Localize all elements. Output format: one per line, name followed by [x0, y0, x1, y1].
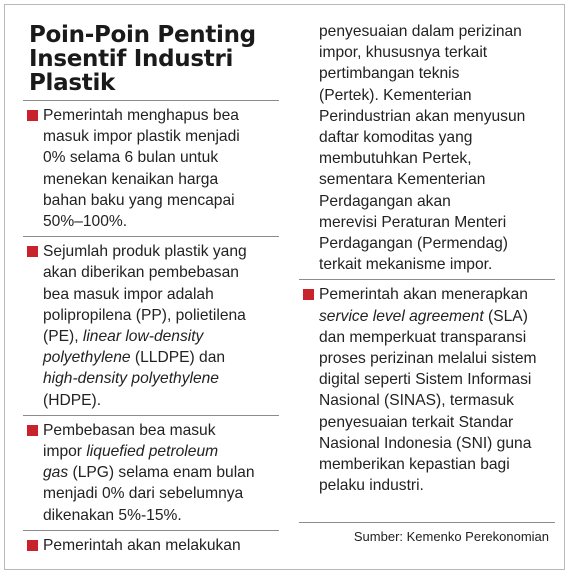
point-5-line: Nasional (SINAS), termasuk	[319, 392, 514, 410]
point-1-line: Pemerintah menghapus bea	[43, 107, 239, 124]
point-2-text: (PE),	[43, 328, 79, 346]
point-item-4-continued	[299, 21, 555, 275]
point-2-italic-term: high-density polyethylene	[43, 370, 219, 388]
point-5-italic-term: service level agreement	[319, 307, 484, 325]
point-5-text: (SLA)	[488, 307, 528, 325]
point-item-4	[23, 535, 279, 556]
point-2-line: polipropilena (PP), polietilena	[43, 306, 246, 324]
point-5-line: pelaku industri.	[319, 477, 424, 495]
point-4-line: impor, khususnya terkait	[319, 44, 488, 62]
point-4-line: Perdagangan akan	[319, 192, 451, 210]
point-1-line: bahan baku yang mencapai	[43, 191, 235, 209]
point-3-line	[43, 441, 279, 462]
right-column	[299, 21, 555, 545]
point-4-line: terkait mekanisme impor.	[319, 256, 493, 274]
point-5-line: dan memperkuat transparansi	[319, 328, 527, 346]
point-2-line: (HDPE).	[43, 391, 102, 409]
red-square-bullet-icon	[303, 289, 314, 300]
infographic-frame	[4, 4, 565, 570]
left-column	[23, 17, 279, 556]
point-4-line: sementara Kementerian	[319, 171, 486, 189]
point-5-line: digital seperti Sistem Informasi	[319, 371, 532, 389]
point-4-line: Perindustrian akan menyusun	[319, 107, 526, 125]
point-5-line: memberikan kepastian bagi	[319, 456, 510, 474]
point-4-line: pertimbangan teknis	[319, 65, 460, 83]
point-5-line: Pemerintah akan menerapkan	[319, 286, 528, 304]
source-credit: Sumber: Kemenko Perekonomian	[353, 529, 549, 545]
red-square-bullet-icon	[27, 425, 38, 436]
point-1-line: 0% selama 6 bulan untuk	[43, 149, 219, 167]
point-2-text: (LLDPE) dan	[134, 349, 226, 367]
point-3-line: dikenakan 5%-15%.	[43, 506, 182, 524]
point-item-5	[299, 284, 555, 496]
point-3-text: (LPG) selama enam bulan	[72, 464, 255, 482]
point-2-line: bea masuk impor adalah	[43, 285, 214, 303]
divider	[23, 415, 279, 416]
point-item-3	[23, 420, 279, 526]
point-2-italic-term: polyethylene	[43, 349, 131, 367]
point-4-line: membutuhkan Pertek,	[319, 150, 472, 168]
point-2-line	[43, 326, 279, 347]
red-square-bullet-icon	[27, 246, 38, 257]
point-3-line: menjadi 0% dari sebelumnya	[43, 485, 244, 503]
divider	[23, 100, 279, 101]
point-5-line	[319, 306, 555, 327]
point-1-line: masuk impor plastik menjadi	[43, 128, 240, 146]
title-line-3: Plastik	[29, 70, 116, 96]
divider	[23, 236, 279, 237]
point-5-line: Nasional Indonesia (SNI) guna	[319, 434, 532, 452]
point-2-italic-term: linear low-density	[82, 328, 204, 346]
infographic-title	[29, 23, 279, 95]
point-4-line: merevisi Peraturan Menteri	[319, 213, 507, 231]
point-item-2	[23, 241, 279, 411]
divider	[299, 279, 555, 280]
point-1-line: 50%–100%.	[43, 213, 128, 231]
point-3-italic-term: liquefied petroleum	[86, 443, 219, 461]
point-item-1	[23, 105, 279, 232]
red-square-bullet-icon	[27, 110, 38, 121]
point-1-line: menekan kenaikan harga	[43, 170, 219, 188]
red-square-bullet-icon	[27, 540, 38, 551]
point-2-line: akan diberikan pembebasan	[43, 264, 239, 282]
point-2-line: Sejumlah produk plastik yang	[43, 243, 247, 261]
point-3-line	[43, 462, 279, 483]
point-4-line: daftar komoditas yang	[319, 129, 473, 147]
point-4-line: Perdagangan (Permendag)	[319, 235, 508, 253]
point-3-text: impor	[43, 443, 82, 461]
divider	[299, 522, 555, 523]
point-3-italic-term: gas	[43, 464, 69, 482]
point-5-line: proses perizinan melalui sistem	[319, 350, 537, 368]
point-5-line: penyesuaian terkait Standar	[319, 413, 514, 431]
point-4-line: penyesuaian dalam perizinan	[319, 23, 522, 40]
divider	[23, 530, 279, 531]
title-line-2: Insentif Industri	[29, 46, 234, 72]
point-2-line	[43, 347, 279, 368]
point-4-line: Pemerintah akan melakukan	[43, 536, 241, 554]
point-3-line: Pembebasan bea masuk	[43, 421, 216, 439]
title-line-1: Poin-Poin Penting	[29, 22, 256, 48]
point-4-line: (Pertek). Kementerian	[319, 86, 472, 104]
